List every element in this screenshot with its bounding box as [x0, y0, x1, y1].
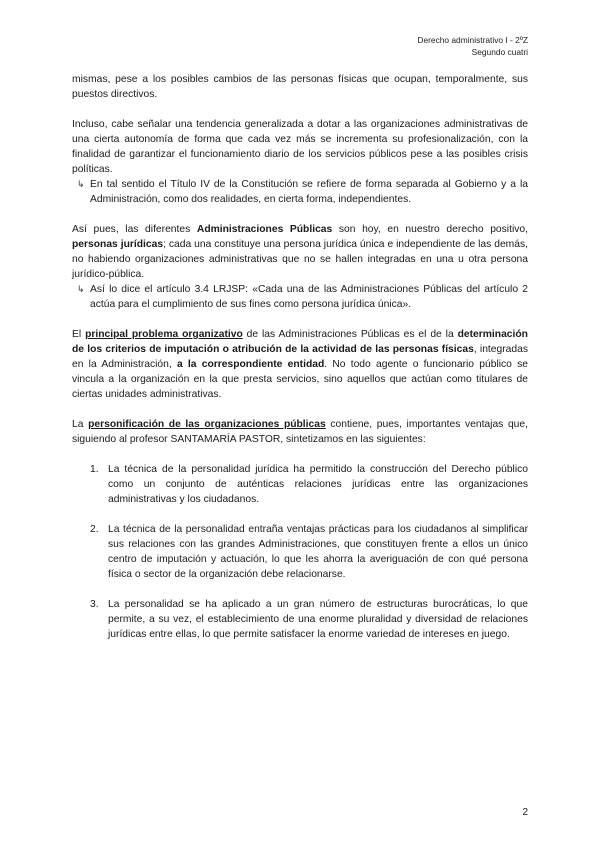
arrow-icon: ↳	[77, 179, 85, 189]
list-text: La técnica de la personalidad jurídica ha permitido la construcción del Derecho público como un conjunto de auténticas relaciones jurídicas entre las organizaciones administrativas y los ciudadanos.	[108, 464, 528, 505]
list-number: 1.	[90, 464, 99, 475]
arrow-icon: ↳	[77, 284, 85, 294]
term-correspondiente-entidad: a la correspondiente entidad	[176, 359, 325, 370]
sub-point-text: En tal sentido el Título IV de la Constitución se refiere de forma separada al Gobierno y a la Administración, como dos realidades, en cierta forma, independientes.	[90, 179, 528, 205]
term-personas-juridicas: personas jurídicas	[72, 239, 164, 250]
term-personificacion: personificación de las organizaciones públicas	[88, 419, 326, 430]
header-course: Derecho administrativo I - 2ºZ	[417, 35, 528, 45]
term-administraciones-publicas: Administraciones Públicas	[196, 224, 333, 235]
term-determinacion-criterios: determinación de los criterios de imputación o atribución de la actividad de las personas físicas	[72, 329, 528, 355]
paragraph-continuation: mismas, pese a los posibles cambios de las personas físicas que ocupan, temporalmente, sus puestos directivos.	[72, 74, 528, 100]
paragraph-personas-juridicas: Así pues, las diferentes Administraciones Públicas son hoy, en nuestro derecho positivo, personas jurídicas; cada una constituye una persona jurídica única e independiente de las demás, no habiendo organizaciones administrativas que no se hallen integradas en una u otra persona jurídico-pública.	[72, 224, 529, 280]
list-item	[72, 597, 528, 642]
sub-point-text: Así lo dice el artículo 3.4 LRJSP: «Cada una de las Administraciones Públicas del artículo 2 actúa para el cumplimiento de sus fines como persona jurídica única».	[90, 284, 528, 310]
list-text: La personalidad se ha aplicado a un gran número de estructuras burocráticas, lo que permite, a su vez, el establecimiento de una enorme pluralidad y diversidad de relaciones jurídicas entre ellas, lo que permite satisfacer la enorme variedad de intereses en juego.	[108, 599, 528, 640]
term-principal-problema: principal problema organizativo	[85, 329, 243, 340]
page-header	[417, 34, 528, 58]
paragraph-autonomy: Incluso, cabe señalar una tendencia generalizada a dotar a las organizaciones administrativas de una cierta autonomía de forma que cada vez más se incrementa su profesionalización, con la finalidad de garantizar el funcionamiento diario de los servicios públicos pese a las posibles crisis políticas.	[72, 119, 528, 175]
advantages-list	[72, 462, 528, 642]
page-number: 2	[522, 807, 528, 818]
list-number: 3.	[90, 599, 99, 610]
list-text: La técnica de la personalidad entraña ventajas prácticas para los ciudadanos al simplificar sus relaciones con las grandes Administraciones, que constituyen frente a ellos un único centro de imputación y actuación, lo que les ahorra la averiguación de con qué persona física o sector de la organización debe relacionarse.	[108, 524, 528, 580]
header-term: Segundo cuatri	[471, 47, 528, 57]
list-item	[72, 522, 528, 582]
list-item	[72, 462, 528, 507]
paragraph-personificacion: La personificación de las organizaciones públicas contiene, pues, importantes ventajas que, siguiendo al profesor SANTAMARÍA PASTOR, sintetizamos en las siguientes:	[72, 419, 528, 445]
document-body	[72, 72, 528, 657]
sub-point-lrjsp	[72, 282, 528, 312]
paragraph-problema-organizativo: El principal problema organizativo de las Administraciones Públicas es el de la determinación de los criterios de imputación o atribución de la actividad de las personas físicas, integradas en la Administración, a la correspondiente entidad. No todo agente o funcionario público se vincula a la organización en la que presta servicios, sino aquellos que actúan como titulares de ciertas unidades administrativas.	[72, 329, 528, 400]
list-number: 2.	[90, 524, 99, 535]
sub-point-titulo-iv	[72, 177, 528, 207]
